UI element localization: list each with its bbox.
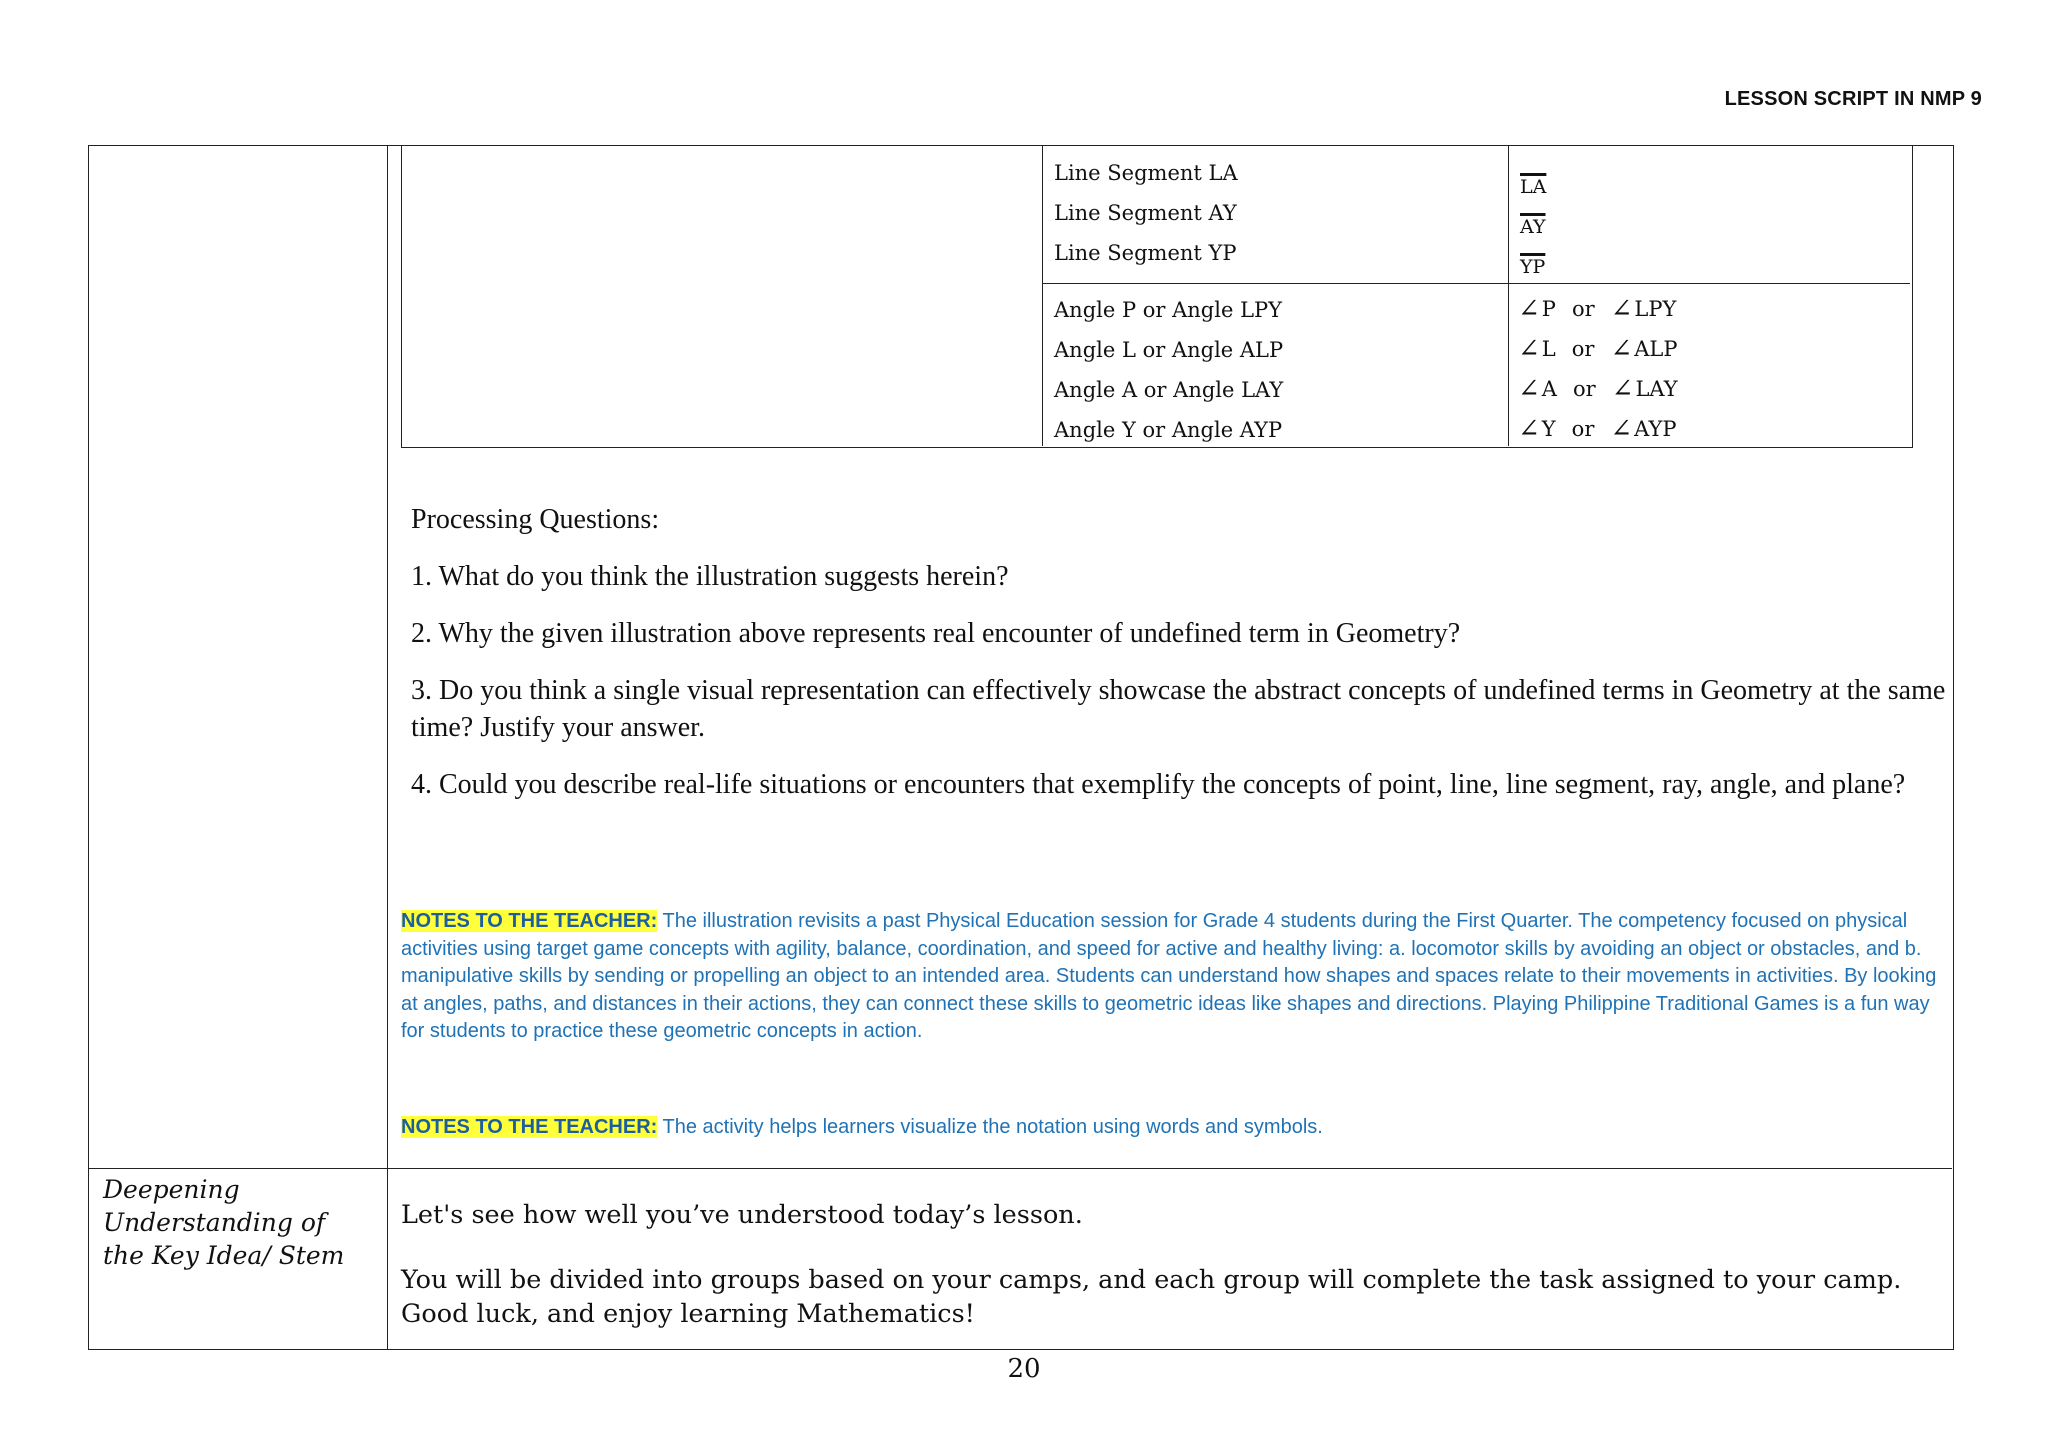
angle-icon: ∠ (1518, 374, 1540, 404)
angle-name: Angle L or Angle ALP (1054, 338, 1284, 362)
teacher-note (401, 1114, 1951, 1142)
segment-symbol: $\overline{YP}$ (1520, 256, 1546, 278)
angle-symbol: P (1541, 297, 1556, 321)
angle-symbol: ALP (1634, 337, 1678, 361)
notation-row-divider (1042, 283, 1910, 284)
or-word: or (1571, 417, 1595, 441)
segment-name: Line Segment AY (1054, 201, 1237, 225)
segment-symbol: $\overline{AY}$ (1520, 216, 1546, 238)
processing-heading: Processing Questions: (411, 504, 660, 535)
angle-name: Angle Y or Angle AYP (1054, 418, 1283, 442)
segment-name: Line Segment YP (1054, 241, 1237, 265)
angle-symbol-row (1518, 416, 1676, 442)
angle-name: Angle A or Angle LAY (1054, 378, 1284, 402)
page-number: 20 (1007, 1354, 1041, 1384)
or-word: or (1572, 377, 1596, 401)
question-item: 2. Why the given illustration above represents real encounter of undefined term in Geometry? (411, 618, 1461, 649)
row-divider (89, 1168, 1952, 1169)
row-label: Deepening Understanding of the Key Idea/ Stem (103, 1175, 345, 1270)
note-tag: NOTES TO THE TEACHER: (401, 910, 658, 932)
closing-text (401, 1198, 1941, 1362)
closing-paragraph: You will be divided into groups based on your camps, and each group will complete the task assigned to your camp. Good luck, and enjoy learning Mathematics! (401, 1265, 1902, 1329)
or-word: or (1571, 337, 1595, 361)
note-tag: NOTES TO THE TEACHER: (401, 1116, 658, 1138)
notation-column-divider (1042, 146, 1043, 446)
angle-symbol: L (1541, 337, 1556, 361)
angle-symbol: A (1541, 377, 1557, 401)
angle-symbol-row (1518, 336, 1677, 362)
segment-symbol: $\overline{LA}$ (1520, 176, 1547, 198)
angle-symbol: Y (1541, 417, 1556, 441)
closing-paragraph: Let's see how well you’ve understood today’s lesson. (401, 1200, 1083, 1230)
angle-icon: ∠ (1518, 414, 1540, 444)
angle-symbol-row (1518, 296, 1676, 322)
angle-icon: ∠ (1611, 374, 1634, 404)
question-item: 1. What do you think the illustration suggests herein? (411, 561, 1009, 592)
notation-column-divider (1508, 146, 1509, 446)
angle-icon: ∠ (1518, 334, 1540, 364)
question-item: 4. Could you describe real-life situations or encounters that exemplify the concepts of point, line, line segment, ray, angle, and plane? (411, 769, 1906, 800)
angle-symbol: LAY (1635, 377, 1678, 401)
angle-icon: ∠ (1610, 334, 1633, 364)
processing-questions (411, 501, 2011, 823)
angle-name: Angle P or Angle LPY (1054, 298, 1283, 322)
angle-icon: ∠ (1610, 414, 1633, 444)
angle-symbol: AYP (1634, 417, 1677, 441)
notation-table (401, 146, 1913, 448)
lesson-table (88, 145, 1954, 1350)
note-text: The illustration revisits a past Physical Education session for Grade 4 students during the First Quarter. The competency focused on physical activities using target game concepts with agility, balance, coordination, and speed for active and healthy living: a. locomotor skills by avoiding an object or obstacles, and b. manipulative skills by sending or propelling an object to an intended area. Students can understand how shapes and spaces relate to their movements in activities. By looking at angles, paths, and distances in their actions, they can connect these skills to geometric ideas like shapes and directions. Playing Philippine Traditional Games is a fun way for students to practice these geometric concepts in action. (401, 910, 1937, 1042)
note-text: The activity helps learners visualize the notation using words and symbols. (657, 1116, 1323, 1138)
teacher-note (401, 908, 1951, 1046)
or-word: or (1571, 297, 1595, 321)
segment-name: Line Segment LA (1054, 161, 1238, 185)
angle-icon: ∠ (1518, 294, 1540, 324)
angle-symbol-row (1518, 376, 1678, 402)
question-item: 3. Do you think a single visual representation can effectively showcase the abstract concepts of undefined terms in Geometry at the same time? Justify your answer. (411, 675, 1946, 743)
angle-icon: ∠ (1610, 294, 1633, 324)
page-header: LESSON SCRIPT IN NMP 9 (1724, 88, 1982, 110)
angle-symbol: LPY (1634, 297, 1677, 321)
